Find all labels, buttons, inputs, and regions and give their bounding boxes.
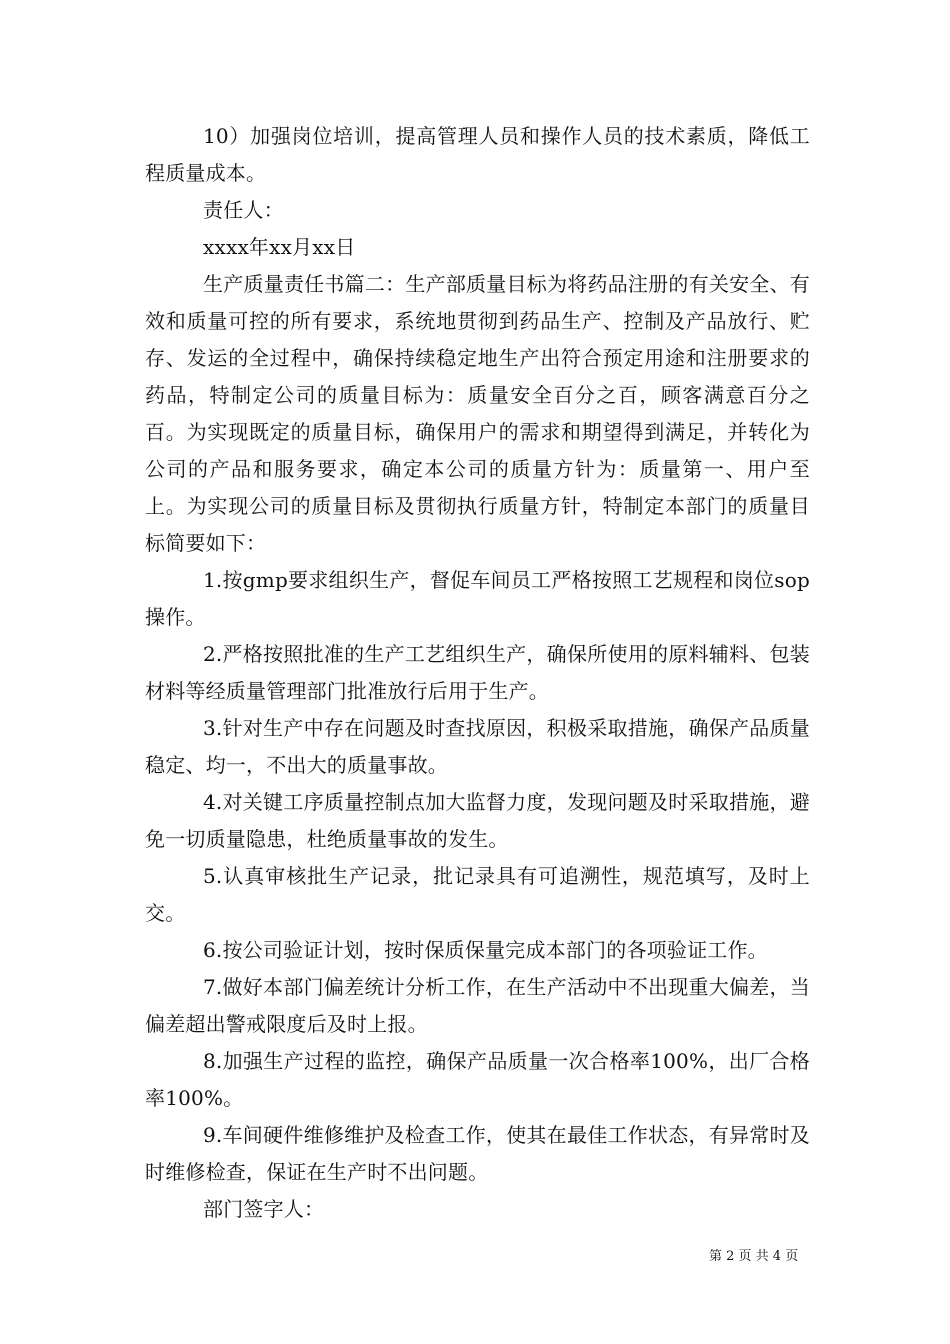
- responsible-person-label: 责任人：: [203, 198, 284, 222]
- quality-goal-1: 1.按gmp要求组织生产，督促车间员工严格按照工艺规程和岗位sop操作。: [145, 568, 810, 629]
- quality-goal-9: 9.车间硬件维修维护及检查工作，使其在最佳工作状态，有异常时及时维修检查，保证在生产时不出问题。: [145, 1123, 810, 1184]
- document-body: [145, 118, 810, 1228]
- quality-goal-5: 5.认真审核批生产记录，批记录具有可追溯性，规范填写，及时上交。: [145, 864, 810, 925]
- quality-goal-4: 4.对关键工序质量控制点加大监督力度，发现问题及时采取措施，避免一切质量隐患，杜绝质量事故的发生。: [145, 790, 810, 851]
- quality-goal-8: 8.加强生产过程的监控，确保产品质量一次合格率100%，出厂合格率100%。: [145, 1049, 810, 1110]
- quality-goal-2: 2.严格按照批准的生产工艺组织生产，确保所使用的原料辅料、包装材料等经质量管理部门批准放行后用于生产。: [145, 642, 810, 703]
- quality-goal-7: 7.做好本部门偏差统计分析工作，在生产活动中不出现重大偏差，当偏差超出警戒限度后及时上报。: [145, 975, 810, 1036]
- paragraph-item-10: 10）加强岗位培训，提高管理人员和操作人员的技术素质，降低工程质量成本。: [145, 124, 810, 185]
- department-signature-label: 部门签字人：: [203, 1197, 325, 1221]
- page-number-footer: 第 2 页 共 4 页: [709, 1249, 799, 1264]
- section-two-intro: 生产质量责任书篇二：生产部质量目标为将药品注册的有关安全、有效和质量可控的所有要求，系统地贯彻到药品生产、控制及产品放行、贮存、发运的全过程中，确保持续稳定地生产出符合预定用途和注册要求的药品，特制定公司的质量目标为：质量安全百分之百，顾客满意百分之百。为实现既定的质量目标，确保用户的需求和期望得到满足，并转化为公司的产品和服务要求，确定本公司的质量方针为：质量第一、用户至上。为实现公司的质量目标及贯彻执行质量方针，特制定本部门的质量目标简要如下：: [145, 272, 810, 555]
- quality-goal-6: 6.按公司验证计划，按时保质保量完成本部门的各项验证工作。: [203, 938, 768, 962]
- quality-goal-3: 3.针对生产中存在问题及时查找原因，积极采取措施，确保产品质量稳定、均一，不出大的质量事故。: [145, 716, 810, 777]
- date-line: xxxx年xx月xx日: [203, 235, 356, 259]
